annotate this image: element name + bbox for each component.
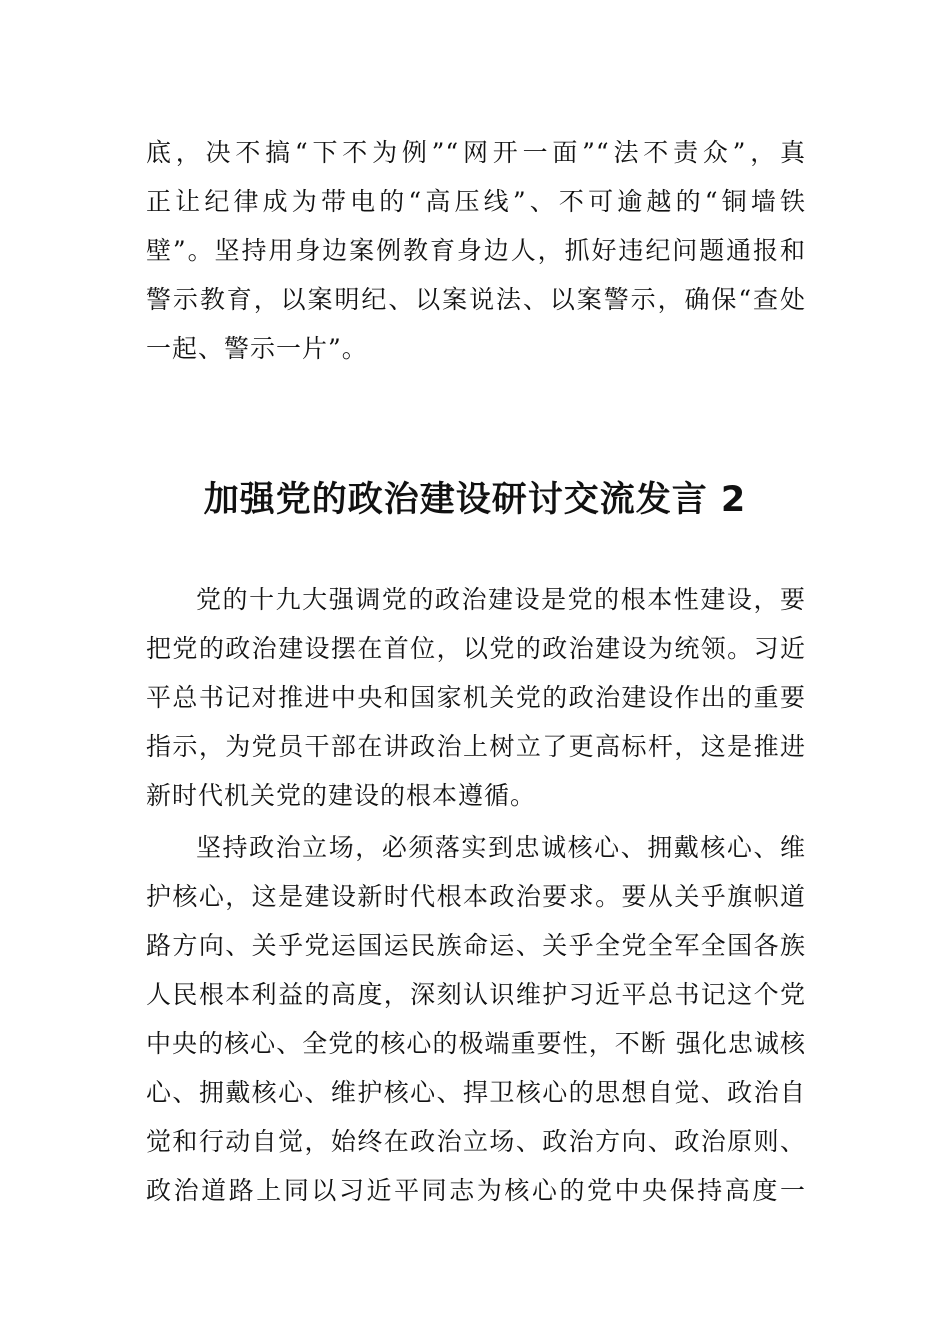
section-title: 加强党的政治建设研讨交流发言 2: [203, 480, 747, 520]
paragraph-line: 一起、警示一片”。: [146, 334, 368, 363]
paragraph-line: 心、拥戴核心、维护核心、捍卫核心的思想自觉、政治自: [146, 1078, 806, 1107]
paragraph-line: 护核心，这是建设新时代根本政治要求。要从关乎旗帜道: [146, 882, 806, 911]
paragraph-line: 人民根本利益的高度，深刻认识维护习近平总书记这个党: [146, 980, 806, 1009]
paragraph-line: 路方向、关乎党运国运民族命运、关乎全党全军全国各族: [146, 931, 806, 960]
paragraph-line: 把党的政治建设摆在首位，以党的政治建设为统领。习近: [146, 634, 806, 663]
paragraph-line: 壁”。坚持用身边案例教育身边人，抓好违纪问题通报和: [146, 236, 806, 265]
paragraph-line: 新时代机关党的建设的根本遵循。: [146, 781, 537, 810]
paragraph-line: 指示，为党员干部在讲政治上树立了更高标杆，这是推进: [146, 732, 806, 761]
paragraph-line: 平总书记对推进中央和国家机关党的政治建设作出的重要: [146, 683, 806, 712]
paragraph-line: 政治道路上同以习近平同志为核心的党中央保持高度一: [146, 1176, 806, 1205]
paragraph-line: 底，决不搞“下不为例”“网开一面”“法不责众”，真: [146, 138, 806, 167]
paragraph-line: 党的十九大强调党的政治建设是党的根本性建设，要: [196, 585, 806, 614]
paragraph-line: 中央的核心、全党的核心的极端重要性，不断 强化忠诚核: [146, 1029, 806, 1058]
paragraph-line: 坚持政治立场，必须落实到忠诚核心、拥戴核心、维: [196, 833, 806, 862]
paragraph-line: 觉和行动自觉，始终在政治立场、政治方向、政治原则、: [146, 1127, 806, 1156]
paragraph-line: 警示教育，以案明纪、以案说法、以案警示，确保“查处: [146, 285, 806, 314]
paragraph-line: 正让纪律成为带电的“高压线”、不可逾越的“铜墙铁: [146, 187, 806, 216]
